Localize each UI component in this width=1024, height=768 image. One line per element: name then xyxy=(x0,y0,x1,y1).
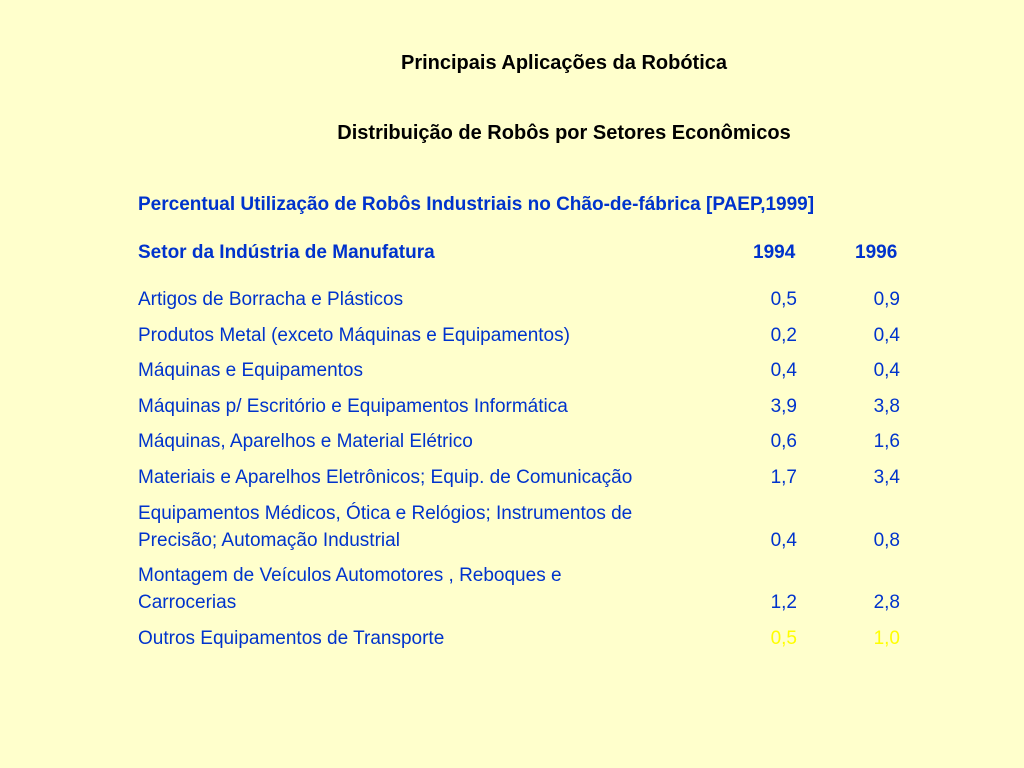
header-1996: 1996 xyxy=(855,242,898,263)
row-value-1996: 0,8 xyxy=(873,529,900,551)
table-row xyxy=(138,625,938,652)
row-sector-line: Máquinas, Aparelhos e Material Elétrico xyxy=(138,431,473,453)
row-sector xyxy=(138,322,738,349)
row-sector-line: Precisão; Automação Industrial xyxy=(138,529,400,551)
row-value-1996: 2,8 xyxy=(873,592,900,614)
row-sector-line: Produtos Metal (exceto Máquinas e Equipamentos) xyxy=(138,324,570,346)
row-value-1994: 0,5 xyxy=(770,289,797,310)
row-value-1994: 3,9 xyxy=(770,395,797,417)
row-value-1994: 0,4 xyxy=(770,529,797,551)
row-value-1996: 3,8 xyxy=(873,395,900,417)
table-row xyxy=(138,500,938,554)
row-value-1994: 0,5 xyxy=(770,627,797,649)
row-value-1994: 0,4 xyxy=(770,360,797,382)
row-sector-line: Equipamentos Médicos, Ótica e Relógios; Instrumentos de xyxy=(138,502,633,524)
row-value-1994: 0,2 xyxy=(770,324,797,346)
row-value-1996: 0,4 xyxy=(873,324,900,346)
row-sector xyxy=(138,500,738,554)
row-sector-line: Artigos de Borracha e Plásticos xyxy=(138,289,404,310)
table-body xyxy=(138,286,938,660)
row-sector-line: Materiais e Aparelhos Eletrônicos; Equip. de Comunicação xyxy=(138,466,633,488)
row-sector xyxy=(138,625,738,652)
table-row xyxy=(138,357,938,384)
row-value-1996: 3,4 xyxy=(873,466,900,488)
table-row xyxy=(138,562,938,616)
row-sector xyxy=(138,357,738,384)
row-value-1994: 1,2 xyxy=(770,592,797,614)
slide-subtitle: Distribuição de Robôs por Setores Econômicos xyxy=(337,122,791,144)
row-value-1994: 0,6 xyxy=(770,431,797,453)
slide-title: Principais Aplicações da Robótica xyxy=(400,52,728,74)
table-row xyxy=(138,393,938,420)
row-value-1996: 1,0 xyxy=(873,627,900,649)
row-value-1994: 1,7 xyxy=(770,466,797,488)
table-header xyxy=(138,242,938,268)
row-value-1996: 1,6 xyxy=(873,431,900,453)
table-row xyxy=(138,286,938,313)
row-sector xyxy=(138,464,738,491)
table-row xyxy=(138,464,938,491)
table-caption: Percentual Utilização de Robôs Industriais no Chão-de-fábrica [PAEP,1999] xyxy=(138,194,815,215)
table-row xyxy=(138,428,938,455)
row-sector-line: Máquinas p/ Escritório e Equipamentos Informática xyxy=(138,395,568,417)
header-sector: Setor da Indústria de Manufatura xyxy=(138,242,435,263)
row-sector xyxy=(138,393,738,420)
row-sector-line: Carrocerias xyxy=(138,592,237,614)
row-sector xyxy=(138,562,738,616)
row-value-1996: 0,4 xyxy=(873,360,900,382)
row-value-1996: 0,9 xyxy=(873,289,900,310)
row-sector xyxy=(138,286,738,313)
row-sector-line: Montagem de Veículos Automotores , Reboques e xyxy=(138,565,562,587)
row-sector xyxy=(138,428,738,455)
table-row xyxy=(138,322,938,349)
header-1994: 1994 xyxy=(753,242,796,263)
row-sector-line: Máquinas e Equipamentos xyxy=(138,360,363,382)
row-sector-line: Outros Equipamentos de Transporte xyxy=(138,627,445,649)
